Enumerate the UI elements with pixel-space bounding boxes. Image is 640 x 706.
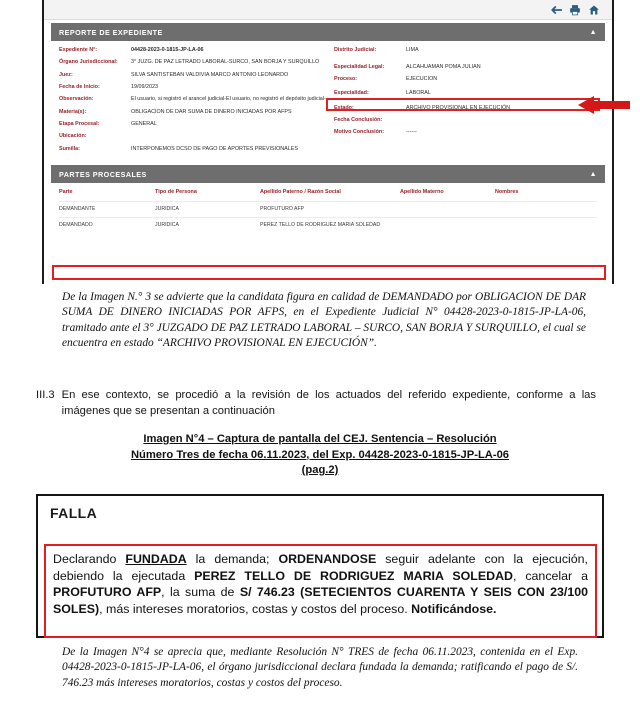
expediente-fields [51,41,605,160]
field-sumilla [59,146,328,154]
field-value: SILVA SANTISTEBAN VALDIVIA MARCO ANTONIO LEONARDO [131,72,289,78]
field-label: Sumilla: [59,146,80,152]
image4-caption [62,432,578,479]
home-icon[interactable] [588,4,600,16]
field-proceso [334,76,605,84]
table-row [59,201,597,217]
column-header-apellido-materno: Apellido Materno [400,189,444,195]
falla-fundada: FUNDADA [125,552,187,566]
field-value: 19/09/2023 [131,84,158,90]
falla-notificandose: Notificándose. [411,601,497,616]
field-fecha-conclusion [334,117,605,125]
partes-table-header [59,183,597,201]
cell-nombres [495,222,597,229]
field-label: Especialidad: [334,90,369,96]
falla-seg: seguir adelante con la ejecución, debiendo la ejecutada [53,552,588,583]
caption-line-3: (pag.2) [301,464,339,476]
cell-tipo: JURIDICA [155,206,179,212]
expediente-panel [51,23,605,160]
cell-paterno: PROFUTURO AFP [260,206,305,212]
column-header-parte: Parte [59,189,73,195]
field-value: ARCHIVO PROVISIONAL EN EJECUCIÓN [406,105,511,111]
field-value: LABORAL [406,90,431,96]
falla-afp: PROFUTURO AFP [53,585,162,600]
cell-nombres [495,206,597,213]
field-value: ------ [406,129,417,135]
field-label: Fecha de Inicio: [59,84,100,90]
red-arrow-annotation-icon [576,95,632,115]
field-label: Etapa Procesal: [59,121,100,127]
falla-seg: , la suma de [161,585,240,600]
partes-panel-header[interactable] [51,165,605,183]
field-label: Ubicación: [59,133,87,139]
field-materias [59,109,328,117]
caption-line-1: Imagen N°4 – Captura de pantalla del CEJ. Sentencia – Resolución [143,433,497,445]
field-distrito-judicial [334,47,605,55]
expediente-left-column [51,47,328,158]
field-label: Especialidad Legal: [334,64,385,70]
falla-screenshot-image4 [36,494,604,638]
column-header-nombres: Nombres [495,189,519,195]
demandado-row-highlight-box [52,265,606,280]
especialidad-highlight-box [326,98,600,111]
section-number: III.3 [36,389,55,401]
cell-parte: DEMANDADO [59,222,93,228]
screenshot-toolbar [44,0,612,20]
paragraph-image3-analysis: De la Imagen N.° 3 se advierte que la candidata figura en calidad de DEMANDADO por OBLIGACION DE DAR SUMA DE DINERO INICIADAS POR AFPS, en el Expediente Judicial N° 04428-2023-0-1815-JP-LA-06, tramitado ante el 3° JUZGADO DE PAZ LETRADO LABORAL – SURCO, SAN BORJA Y SURQUILLO, el cual se encuentra en estado “ARCHIVO PROVISIONAL EN EJECUCIÓN”. [62,291,586,350]
field-especialidad [334,90,605,98]
falla-seg: Declarando [53,552,126,566]
falla-resolution-text [53,551,588,617]
field-especialista-legal [334,64,605,72]
field-value: GENERAL [131,121,157,127]
field-ubicacion [59,133,328,141]
falla-ejecutada-nombre: PEREZ TELLO DE RODRIGUEZ MARIA SOLEDAD [194,568,513,583]
expediente-panel-header[interactable] [51,23,605,41]
cell-tipo: JURIDICA [155,222,179,228]
partes-table [51,183,605,233]
falla-monto: S/ 746.23 (SETECIENTOS CUARENTA Y SEIS CON 23/100 SOLES) [53,585,588,616]
section-text: En ese contexto, se procedió a la revisión de los actuados del referido expediente, conforme a las imágenes que se presentan a continuación [61,389,596,417]
field-value: LIMA [406,47,419,53]
field-expediente-numero [59,47,328,55]
field-value: EJECUCION [406,76,438,82]
field-value: El usuario, si registró el arancel judicial-El usuario, no registró el depósito judicial- [131,96,326,102]
field-label: Órgano Jurisdiccional: [59,59,118,65]
chevron-up-icon[interactable]: ▲ [589,170,597,178]
field-value: ALCAHUAMAN POMA JULIAN [406,64,481,70]
field-label: Observación: [59,96,94,102]
paragraph-iii3 [36,388,596,419]
caption-line-2: Número Tres de fecha 06.11.2023, del Exp. 04428-2023-0-1815-JP-LA-06 [130,448,510,461]
partes-panel-title: PARTES PROCESALES [59,169,147,179]
field-organo-jurisdiccional [59,59,328,67]
field-observacion [59,96,328,104]
falla-seg: la demanda; [186,552,279,566]
falla-seg: , cancelar a [512,568,588,583]
falla-heading: FALLA [50,505,98,521]
field-label: Estado: [334,105,354,111]
expediente-right-column [328,47,605,158]
cell-materno [400,222,495,229]
field-value: 3° JUZG. DE PAZ LETRADO LABORAL-SURCO, SAN BORJA Y SURQUILLO [131,59,320,65]
field-label: Distrito Judicial: [334,47,377,53]
cej-screenshot-image3 [42,0,614,284]
field-motivo-conclusion [334,129,605,137]
field-juez [59,72,328,80]
field-label: Expediente N°: [59,47,98,53]
field-fecha-inicio [59,84,328,92]
back-arrow-icon[interactable] [550,4,562,16]
field-label: Proceso: [334,76,358,82]
paragraph-image4-analysis: De la Imagen N°4 se aprecia que, mediante Resolución N° TRES de fecha 06.11.2023, contenida en el Exp. 04428-2023-0-1815-JP-LA-06, el órgano jurisdiccional declara fundada la demanda; ratificando el pago de S/. 746.23 más intereses moratorios, costas y costos del proceso. [62,646,578,689]
field-label: Motivo Conclusión: [334,129,385,135]
expediente-panel-title: REPORTE DE EXPEDIENTE [59,27,163,37]
field-label: Materia(s): [59,109,87,115]
field-label: Fecha Conclusión: [334,117,383,123]
field-etapa-procesal [59,121,328,129]
field-value: INTERPONEMOS DCSO DE PAGO DE APORTES PREVISIONALES [131,146,298,152]
field-value: 04428-2023-0-1815-JP-LA-06 [131,47,204,53]
printer-icon[interactable] [569,4,581,16]
field-value: OBLIGACION DE DAR SUMA DE DINERO INICIADAS POR AFPS [131,109,292,115]
falla-resolution-highlight-box [44,544,597,638]
cell-parte: DEMANDANTE [59,206,96,212]
table-row [59,217,597,233]
column-header-tipo-persona: Tipo de Persona [155,189,197,195]
falla-seg: , más intereses moratorios, costas y costos del proceso. [99,601,412,616]
falla-ordenandose: ORDENANDOSE [278,552,377,566]
column-header-apellido-paterno: Apellido Paterno / Razón Social [260,189,341,195]
partes-procesales-panel [51,165,605,233]
cell-materno [400,206,495,213]
field-label: Juez: [59,72,73,78]
chevron-up-icon[interactable]: ▲ [589,28,597,36]
cell-paterno: PEREZ TELLO DE RODRIGUEZ MARIA SOLEDAD [260,222,381,228]
